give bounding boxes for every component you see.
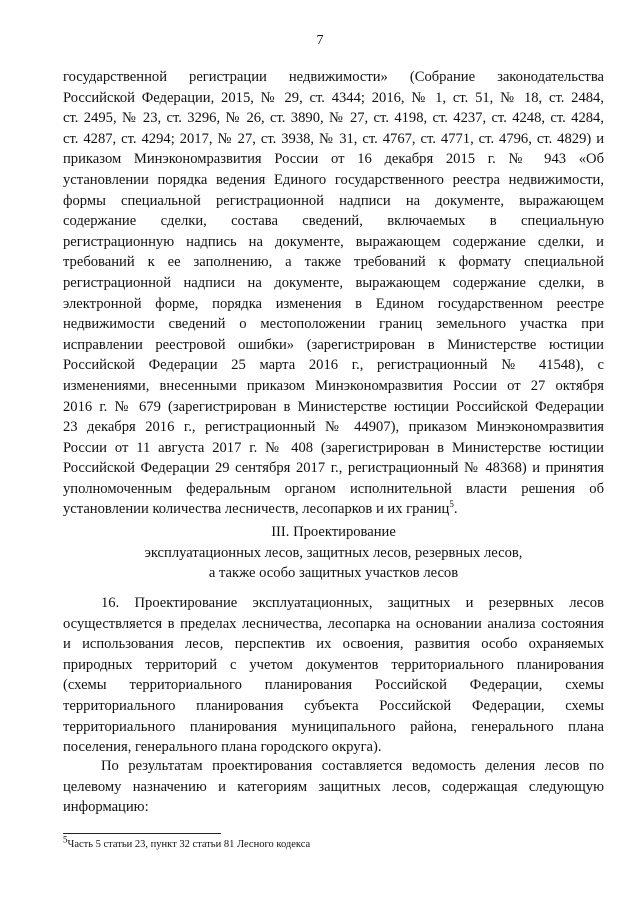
text-line-last: информацию: bbox=[63, 799, 149, 816]
text-line: и использования лесов, перспектив их освоения, развития особо охраняемых bbox=[63, 636, 604, 653]
text-line: Российской Федерации 29 сентября 2017 г., регистрационный № 48368) и принятия bbox=[63, 460, 604, 477]
paragraph-results bbox=[63, 756, 604, 818]
text-line: приказом Минэкономразвития России от 16 декабря 2015 г. № 943 «Об bbox=[63, 151, 604, 168]
section-subtitle-line: а также особо защитных участков лесов bbox=[208, 565, 459, 581]
section-heading bbox=[63, 522, 604, 584]
paragraph-continuation bbox=[63, 67, 604, 520]
text-line: изменениями, внесенными приказом Минэкономразвития России от 27 октября bbox=[63, 377, 604, 394]
text-line: электронной форме, порядка изменения в Едином государственном реестре bbox=[63, 295, 604, 312]
text-line: (схемы территориального планирования Российской Федерации, схемы bbox=[63, 677, 604, 694]
text-line: уполномоченным федеральным органом исполнительной власти решения об bbox=[63, 480, 604, 497]
text-line-content: установлении количества лесничеств, лесопарков и их границ bbox=[63, 501, 450, 518]
text-line: 2016 г. № 679 (зарегистрирован в Министерстве юстиции Российской Федерации bbox=[63, 398, 604, 415]
footnote-reference[interactable]: 5 bbox=[449, 499, 454, 510]
text-line-last: поселения, генерального плана городского округа). bbox=[63, 739, 382, 756]
text-line: 23 декабря 2016 г., регистрационный № 44907), приказом Минэкономразвития bbox=[63, 419, 604, 436]
paragraph-16 bbox=[63, 593, 604, 758]
text-line: требований к ее заполнению, а также требований к формату специальной bbox=[63, 254, 604, 271]
footnote bbox=[63, 834, 311, 851]
sentence-end: . bbox=[453, 501, 458, 518]
text-line: осуществляется в пределах лесничества, лесопарка на основании анализа состояния bbox=[63, 615, 604, 632]
text-line: территориального планирования муниципального района, генерального плана bbox=[63, 718, 604, 735]
text-line: ст. 4287, ст. 4294; 2017, № 27, ст. 3938, № 31, ст. 4767, ст. 4771, ст. 4796, ст. 4829) и bbox=[63, 130, 604, 147]
section-subtitle-line: эксплуатационных лесов, защитных лесов, резервных лесов, bbox=[144, 544, 523, 561]
footnote-separator bbox=[63, 833, 221, 834]
text-line: установлении порядка ведения Единого государственного реестра недвижимости, bbox=[63, 171, 604, 188]
text-line: исправлении реестровой ошибки» (зарегистрирован в Министерстве юстиции bbox=[63, 336, 604, 353]
text-line: Российской Федерации 25 марта 2016 г., регистрационный № 41548), с bbox=[63, 357, 604, 374]
page-number: 7 bbox=[316, 33, 324, 48]
text-line: регистрационную надпись на документе, выражающем содержание сделки, и bbox=[63, 233, 604, 250]
text-line-last bbox=[63, 499, 604, 520]
text-line: 16. Проектирование эксплуатационных, защитных и резервных лесов bbox=[101, 595, 604, 611]
footnote-text: Часть 5 статьи 23, пункт 32 статьи 81 Лесного кодекса bbox=[67, 839, 311, 850]
text-line: природных территорий с учетом документов территориального планирования bbox=[63, 656, 604, 673]
text-line: регистрационной надписи на документе, выражающем содержание сделки, в bbox=[63, 274, 604, 291]
text-line: Российской Федерации, 2015, № 29, ст. 4344; 2016, № 1, ст. 51, № 18, ст. 2484, bbox=[63, 89, 604, 106]
text-line: государственной регистрации недвижимости» (Собрание законодательства bbox=[63, 69, 604, 85]
text-line: территориального планирования субъекта Российской Федерации, схемы bbox=[63, 697, 604, 714]
text-line: недвижимости сведений о местоположении границ земельного участка при bbox=[63, 316, 604, 333]
section-title: III. Проектирование bbox=[271, 524, 396, 540]
text-line: целевому назначению и категориям защитных лесов, содержащая следующую bbox=[63, 778, 604, 795]
footnote-marker: 5 bbox=[63, 834, 68, 845]
text-line: России от 11 августа 2017 г. № 408 (зарегистрирован в Министерстве юстиции bbox=[63, 439, 604, 456]
text-line: содержание сделки, состава сведений, включаемых в специальную bbox=[63, 213, 604, 230]
text-line: По результатам проектирования составляется ведомость деления лесов по bbox=[101, 758, 604, 774]
text-line: формы специальной регистрационной надписи на документе, выражающем bbox=[63, 192, 604, 209]
text-line: ст. 2495, № 23, ст. 3296, № 26, ст. 3890, № 27, ст. 4198, ст. 4237, ст. 4248, ст. 4284, bbox=[63, 110, 604, 127]
